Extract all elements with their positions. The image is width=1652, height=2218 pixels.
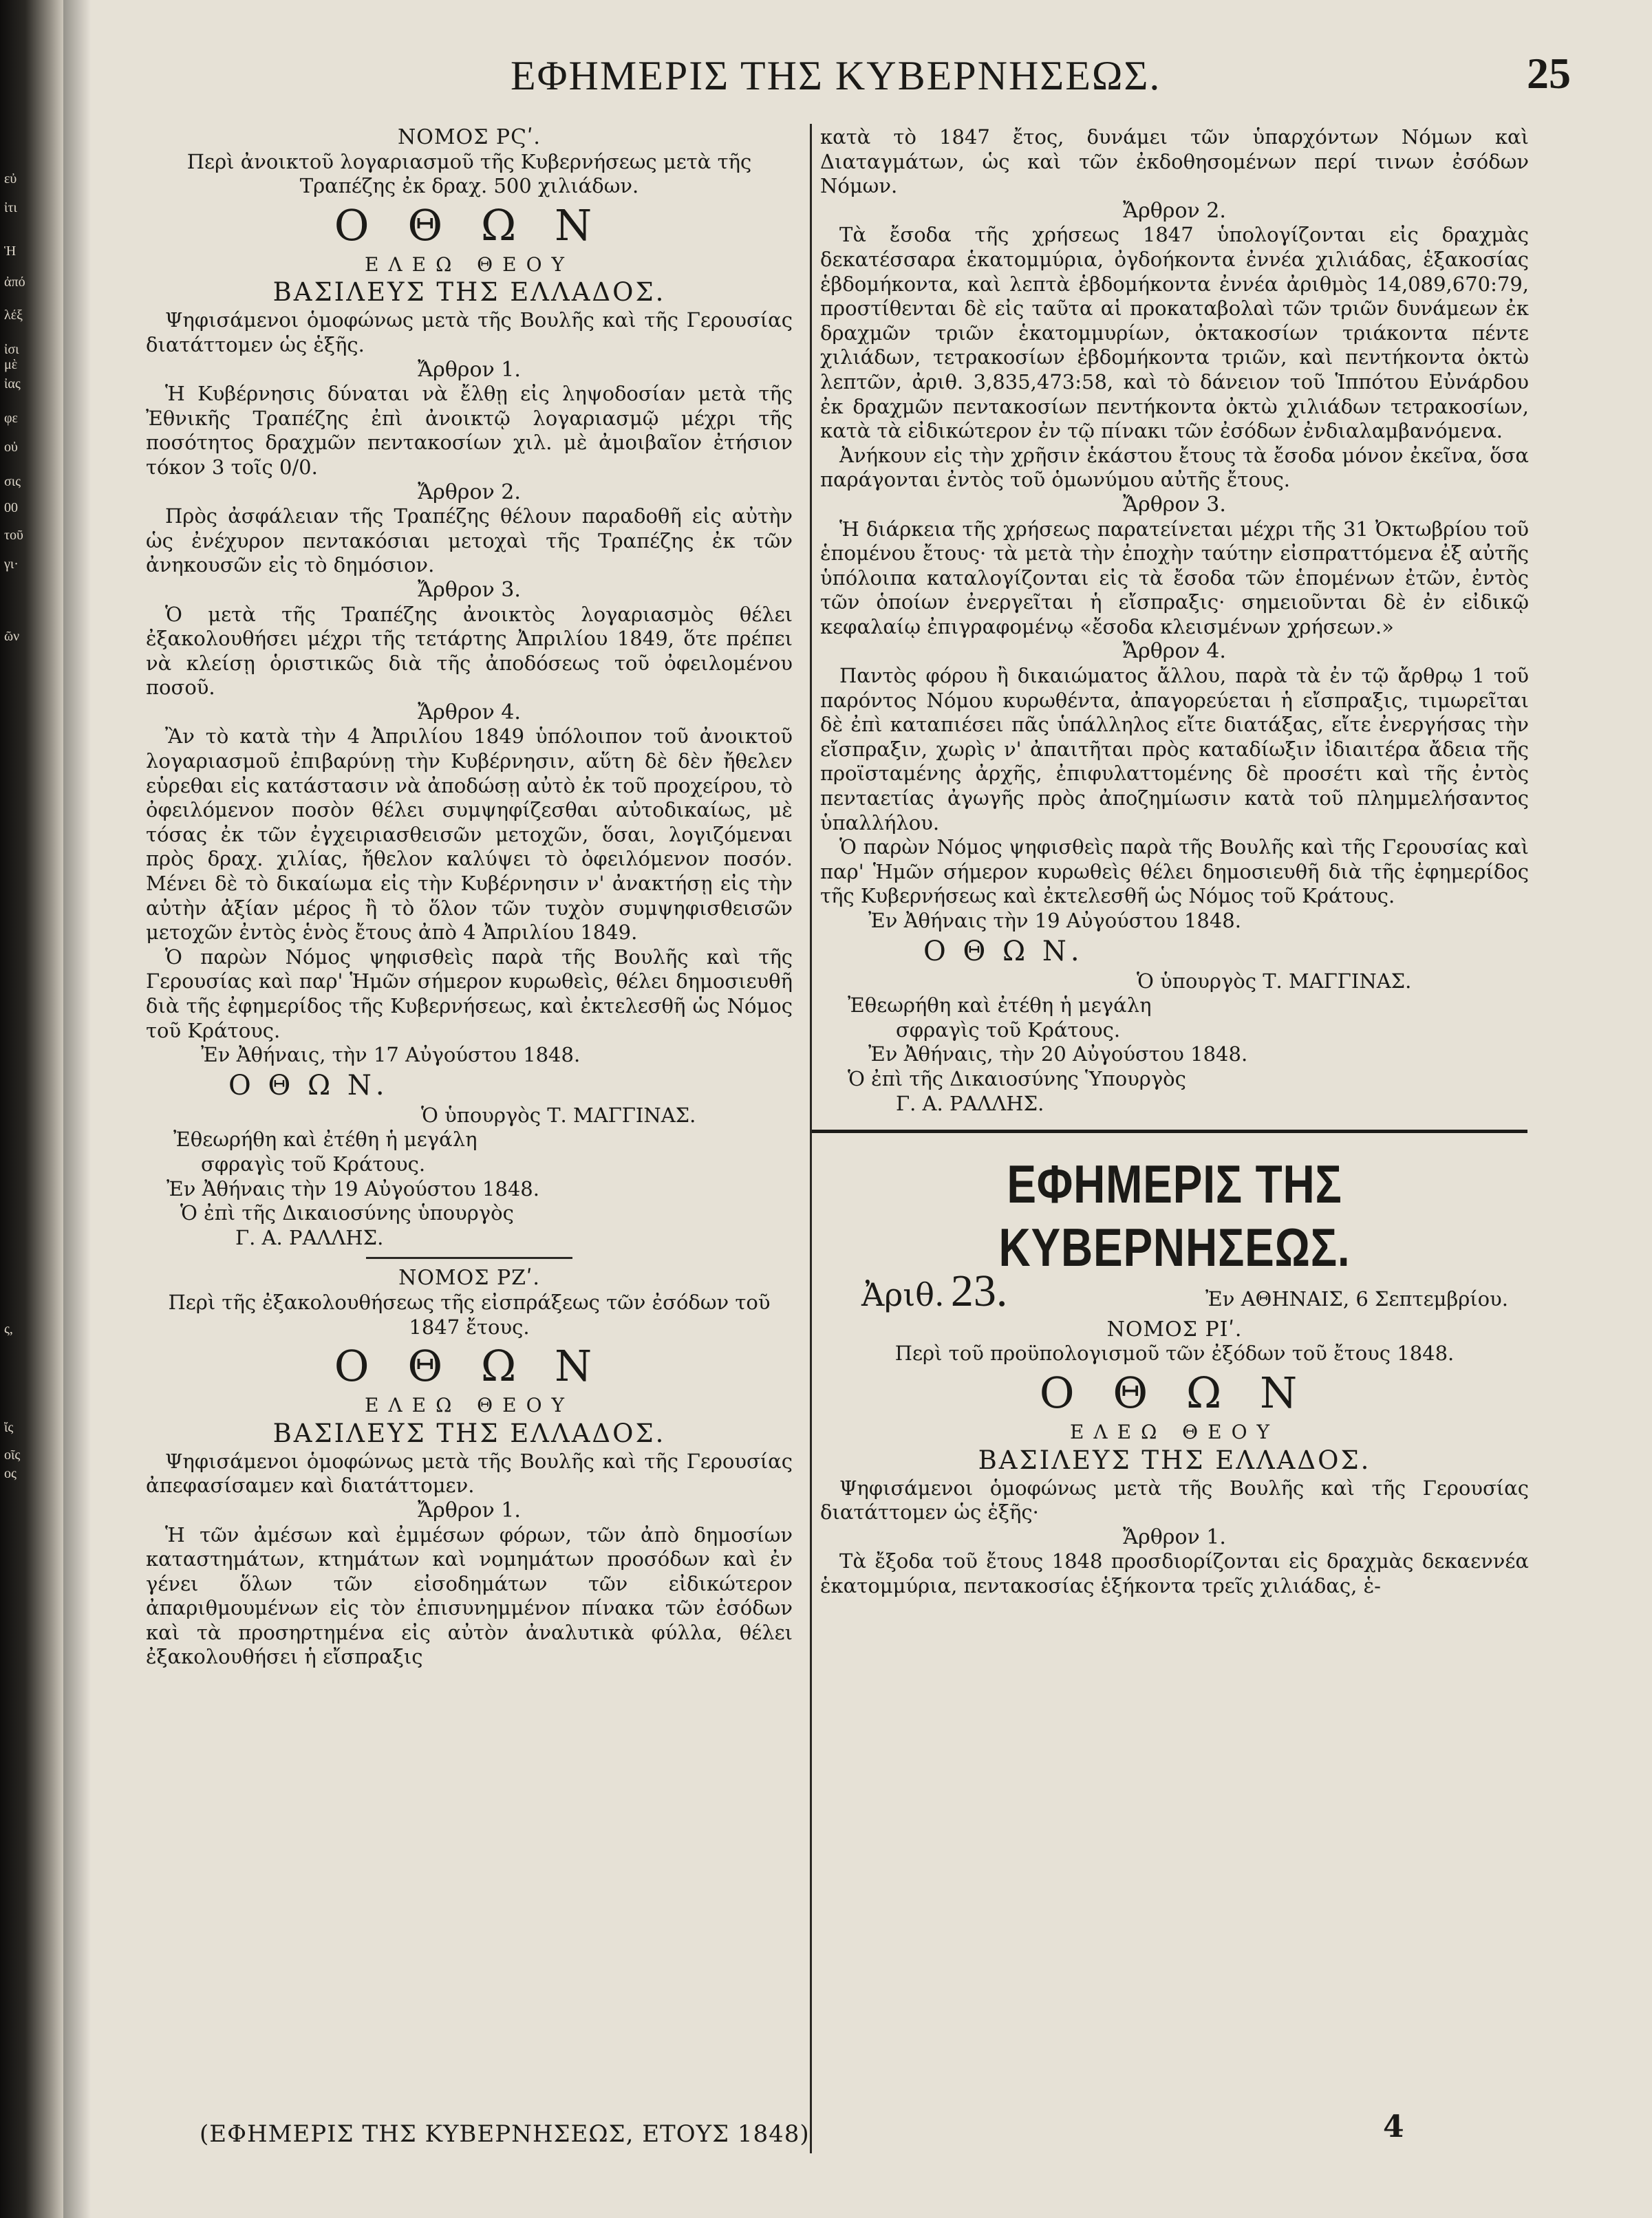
article-heading: Ἄρθρον 1. xyxy=(418,357,521,382)
seal-note: σφραγὶς τοῦ Κράτους. xyxy=(896,1018,1121,1042)
article-text: Πρὸς ἀσφάλειαν τῆς Τραπέζης θέλουν παραδοθῆ εἰς αὐτὴν ὡς ἐνέχυρον πεντακόσιαι μετοχαὶ τῆς Τραπέζης ἐκ τῶν ἀνηκουσῶν εἰς τὸ δημόσιον. xyxy=(146,504,793,577)
closing-clause: Ὁ παρὼν Νόμος ψηφισθεὶς παρὰ τῆς Βουλῆς καὶ τῆς Γερουσίας καὶ παρ' Ἡμῶν σήμερον κυρωθεὶς θέλει δημοσιευθῆ διὰ τῆς ἐφημερίδος τῆς Κυβερνήσεως καὶ ἐκτελεσθῆ ὡς Νόμος τοῦ Κράτους. xyxy=(820,835,1529,908)
prev-fragment: γι· xyxy=(4,557,19,572)
issue-label: Ἀριθ. xyxy=(861,1276,945,1314)
column-divider xyxy=(810,124,812,2153)
issue-place-date: Ἐν ΑΘΗΝΑΙΣ, 6 Σεπτεμβρίου. xyxy=(1205,1287,1508,1311)
king-name: Ο Θ Ω Ν xyxy=(334,1341,605,1392)
law-subtitle: Περὶ τοῦ προϋπολογισμοῦ τῶν ἐξόδων τοῦ ἔτους 1848. xyxy=(894,1342,1455,1366)
justice-minister: Ὁ ἐπὶ τῆς Δικαιοσύνης Ὑπουργὸς xyxy=(848,1066,1186,1090)
previous-page-edge xyxy=(0,0,40,2218)
justice-minister-name: Γ. Α. ΡΑΛΛΗΣ. xyxy=(235,1225,384,1249)
justice-minister: Ὁ ἐπὶ τῆς Δικαιοσύνης ὑπουργὸς xyxy=(180,1201,514,1225)
prev-fragment: ἰτι xyxy=(4,200,17,215)
sheet-number: 4 xyxy=(1383,2109,1404,2144)
date-line: Ἐν Ἀθήναις, τὴν 17 Αὐγούστου 1848. xyxy=(201,1043,581,1067)
prev-fragment: ἰσι xyxy=(4,342,19,357)
prev-fragment: φε xyxy=(4,411,18,426)
closing-clause: Ὁ παρὼν Νόμος ψηφισθεὶς παρὰ τῆς Βουλῆς καὶ τῆς Γερουσίας καὶ παρ' Ἡμῶν σήμερον κυρωθεὶς, θέλει δημοσιευθῆ διὰ τῆς ἐφημερίδος τῆς Κυβερνήσεως, καὶ ἐκτελεσθῆ ὡς Νόμος τοῦ Κράτους. xyxy=(146,945,793,1042)
king-title: ΒΑΣΙΛΕΥΣ ΤΗΣ ΕΛΛΑΔΟΣ. xyxy=(272,277,666,308)
article-heading: Ἄρθρον 1. xyxy=(418,1498,521,1522)
prev-fragment: εὐ xyxy=(4,171,17,186)
minister-signature: Ὁ ὑπουργὸς Τ. ΜΑΓΓΙΝΑΣ. xyxy=(421,1103,696,1127)
prev-fragment: ἴς xyxy=(4,1420,14,1435)
article-text: Ἀνήκουν εἰς τὴν χρῆσιν ἑκάστου ἔτους τὰ ἔσοδα μόνον ἐκεῖνα, ὅσα παράγονται ἐντὸς τοῦ ὁμωνύμου αὐτῆς ἔτους. xyxy=(820,443,1529,492)
page-number: 25 xyxy=(1527,49,1571,98)
prev-fragment: τοῦ xyxy=(4,528,23,543)
prev-fragment: λέξ xyxy=(4,308,23,323)
article-heading: Ἄρθρον 3. xyxy=(418,577,521,602)
preamble: Ψηφισάμενοι ὁμοφώνως μετὰ τῆς Βουλῆς καὶ τῆς Γερουσίας διατάττομεν ὡς ἑξῆς· xyxy=(820,1476,1529,1525)
prev-fragment: ος xyxy=(4,1466,17,1481)
article-heading: Ἄρθρον 4. xyxy=(1123,639,1226,664)
article-heading: Ἄρθρον 3. xyxy=(1123,492,1226,517)
date-line: Ἐν Ἀθήναις τὴν 19 Αὐγούστου 1848. xyxy=(868,909,1241,932)
page-header xyxy=(63,45,1652,100)
article-heading: Ἄρθρον 4. xyxy=(418,700,521,724)
justice-minister-name: Γ. Α. ΡΑΛΛΗΣ. xyxy=(896,1091,1044,1115)
prev-fragment: ἰας xyxy=(4,376,21,391)
king-name: Ο Θ Ω Ν xyxy=(334,200,605,250)
article-heading: Ἄρθρον 1. xyxy=(1123,1525,1226,1549)
prev-fragment: 00 xyxy=(4,500,18,515)
seal-note: Ἐθεωρήθη καὶ ἐτέθη ἡ μεγάλη xyxy=(173,1128,478,1152)
article-heading: Ἄρθρον 2. xyxy=(418,480,521,504)
king-title: ΒΑΣΙΛΕΥΣ ΤΗΣ ΕΛΛΑΔΟΣ. xyxy=(272,1418,666,1448)
article-text: Ἡ τῶν ἀμέσων καὶ ἐμμέσων φόρων, τῶν ἀπὸ δημοσίων καταστημάτων, κτημάτων καὶ νομημάτων προσόδων καὶ ἐν γένει ὅλων τῶν εἰσοδημάτων τῶν εἰδικώτερον ἀπαριθμουμένων εἰς τὸν ἐπισυνημμένον πίνακα τῶν ἐσόδων καὶ τὰ προσηρτημένα εἰς αὐτὸν ἀναλυτικὰ φύλλα, θέλει ἐξακολουθήσει ἡ εἴσπραξις xyxy=(146,1522,793,1669)
preamble: Ψηφισάμενοι ὁμοφώνως μετὰ τῆς Βουλῆς καὶ τῆς Γερουσίας διατάττομεν ὡς ἑξῆς. xyxy=(146,308,793,356)
seal-date: Ἐν Ἀθήναις, τὴν 20 Αὐγούστου 1848. xyxy=(868,1042,1248,1066)
prev-fragment: ἀπό xyxy=(4,274,25,290)
by-grace-of-god: ΕΛΕΩ ΘΕΟΥ xyxy=(364,252,575,276)
prev-fragment: οῖς xyxy=(4,1447,21,1463)
issue-number: 23. xyxy=(950,1266,1008,1317)
seal-date: Ἐν Ἀθήναις τὴν 19 Αὐγούστου 1848. xyxy=(167,1176,539,1200)
law-subtitle: Περὶ ἀνοικτοῦ λογαριασμοῦ τῆς Κυβερνήσεως μετὰ τῆς Τραπέζης ἐκ δραχ. 500 χιλιάδων. xyxy=(186,149,752,198)
prev-fragment: μὲ xyxy=(4,357,18,372)
gazette-masthead: ΕΦΗΜΕΡΙΣ ΤΗΣ ΚΥΒΕΡΝΗΣΕΩΣ. xyxy=(998,1154,1351,1278)
king-name: Ο Θ Ω Ν xyxy=(1039,1367,1310,1418)
separator-rule xyxy=(366,1257,572,1259)
article-continuation: κατὰ τὸ 1847 ἔτος, δυνάμει τῶν ὑπαρχόντων Νόμων καὶ Διαταγμάτων, ὡς καὶ τῶν ἐκδοθησομένων περί τινων ἐσόδων Νόμων. xyxy=(820,125,1529,198)
prev-fragment: ς, xyxy=(4,1322,13,1337)
footer-imprint: (ΕΦΗΜΕΡΙΣ ΤΗΣ ΚΥΒΕΡΝΗΣΕΩΣ, ΕΤΟΥΣ 1848) xyxy=(200,2120,810,2148)
law-title: ΝΟΜΟΣ ΡΙʹ. xyxy=(1106,1317,1243,1342)
king-signature: Ο Θ Ω Ν. xyxy=(923,935,1084,967)
article-text: Παντὸς φόρου ἢ δικαιώματος ἄλλου, παρὰ τὰ ἐν τῷ ἄρθρῳ 1 τοῦ παρόντος Νόμου κυρωθέντα, ἀπαγορεύεται ἡ εἴσπραξις, τιμωρεῖται δὲ ἐπὶ καταπιέσει πᾶς ὑπάλληλος εἴτε διατάξας, εἴτε ἐνεργήσας τὴν εἴσπραξιν, χωρὶς ν' ἀπαιτῆται πρὸς καταδίωξιν ἰδιαιτέρα ἄδεια τῆς προϊσταμένης ἀρχῆς, ἐπιφυλαττομένης δὲ προσέτι καὶ τῆς ἐντὸς πενταετίας ἀγωγῆς πρὸς ἀποζημίωσιν κατὰ τοῦ πλημμελήσαντος ὑπαλλήλου. xyxy=(820,664,1529,835)
king-title: ΒΑΣΙΛΕΥΣ ΤΗΣ ΕΛΛΑΔΟΣ. xyxy=(978,1445,1371,1475)
article-text: Ἡ διάρκεια τῆς χρήσεως παρατείνεται μέχρι τῆς 31 Ὀκτωβρίου τοῦ ἑπομένου ἔτους· τὰ μετὰ τὴν ἐποχὴν ταύτην εἰσπραττόμενα ἐξ αὐτῆς ὑπόλοιπα καταλογίζονται εἰς τὰ ἔσοδα τῶν ἑπομένων ἐτῶν, ἐντὸς τῶν ὁποίων ἐνεργεῖται ἡ εἴσπραξις· σημειοῦνται δὲ ἐν εἰδικῷ κεφαλαίῳ ἐπιγραφομένῳ «ἔσοδα κλεισμένων χρήσεων.» xyxy=(820,517,1529,638)
left-column xyxy=(146,125,793,1670)
article-heading: Ἄρθρον 2. xyxy=(1123,198,1226,223)
seal-note: σφραγὶς τοῦ Κράτους. xyxy=(201,1152,426,1176)
by-grace-of-god: ΕΛΕΩ ΘΕΟΥ xyxy=(364,1394,575,1417)
law-subtitle: Περὶ τῆς ἐξακολουθήσεως τῆς εἰσπράξεως τῶν ἐσόδων τοῦ 1847 ἔτους. xyxy=(168,1290,771,1339)
king-signature: Ο Θ Ω Ν. xyxy=(228,1069,389,1101)
minister-signature: Ὁ ὑπουργὸς Τ. ΜΑΓΓΙΝΑΣ. xyxy=(1137,969,1412,993)
running-title: ΕΦΗΜΕΡΙΣ ΤΗΣ ΚΥΒΕΡΝΗΣΕΩΣ. xyxy=(511,53,1161,98)
issue-line xyxy=(820,1266,1529,1317)
article-text: Ὁ μετὰ τῆς Τραπέζης ἀνοικτὸς λογαριασμὸς θέλει ἐξακολουθήσει μέχρι τῆς τετάρτης Ἀπριλίου 1849, ὅτε πρέπει νὰ κλείσῃ ὁριστικῶς διὰ τῆς ἀποδόσεως τοῦ ὀφειλομένου ποσοῦ. xyxy=(146,602,793,700)
law-title: ΝΟΜΟΣ ΡϚʹ. xyxy=(398,125,541,149)
prev-fragment: Ἡ xyxy=(4,244,17,259)
preamble: Ψηφισάμενοι ὁμοφώνως μετὰ τῆς Βουλῆς καὶ τῆς Γερουσίας ἀπεφασίσαμεν καὶ διατάττομεν. xyxy=(146,1449,793,1498)
prev-fragment: σις xyxy=(4,474,21,489)
gutter-shadow xyxy=(63,0,91,2218)
seal-note: Ἐθεωρήθη καὶ ἐτέθη ἡ μεγάλη xyxy=(848,993,1152,1018)
article-text: Ἡ Κυβέρνησις δύναται νὰ ἔλθῃ εἰς ληψοδοσίαν μετὰ τῆς Ἐθνικῆς Τραπέζης ἐπὶ ἀνοικτῷ λογαριασμῷ μέχρι τῆς ποσότητος δραχμῶν πεντακοσίων χιλ. μὲ ἀμοιβαῖον ἐτήσιον τόκον 3 τοῖς 0/0. xyxy=(146,382,793,479)
article-text: Ἂν τὸ κατὰ τὴν 4 Ἀπριλίου 1849 ὑπόλοιπον τοῦ ἀνοικτοῦ λογαριασμοῦ ἐπιβαρύνῃ τὴν Κυβέρνησιν, αὕτη δὲ δὲν ἤθελεν εὑρεθαι εἰς κατάστασιν νὰ ἀποδώσῃ αὐτὸ ἐκ τοῦ προχείρου, τὸ ὀφειλόμενον ποσὸν θέλει συμψηφίζεσθαι αὐτοδικαίως, μὲ τόσας ἐκ τῶν ἐγχειριασθεισῶν μετοχῶν, ὅσαι, λογιζόμεναι πρὸς δραχ. χιλίας, ἤθελον καλύψει τὸ ὀφειλόμενον ποσόν. Μένει δὲ τὸ δικαίωμα εἰς τὴν Κυβέρνησιν ν' ἀνακτήσῃ εἰς τὴν αὐτὴν ἀξίαν μέρος ἢ τὸ ὅλον τῶν τυχὸν συμψηφισθεισῶν μετοχῶν ἐντὸς ἑνὸς ἔτους ἀπὸ 4 Ἀπριλίου 1849. xyxy=(146,724,793,945)
article-text: Τὰ ἔξοδα τοῦ ἔτους 1848 προσδιορίζονται εἰς δραχμὰς δεκαεννέα ἑκατομμύρια, πεντακοσίας ἑξήκοντα τρεῖς χιλιάδας, ἑ- xyxy=(820,1549,1529,1597)
prev-fragment: ῶν xyxy=(4,629,20,644)
article-text: Τὰ ἔσοδα τῆς χρήσεως 1847 ὑπολογίζονται εἰς δραχμὰς δεκατέσσαρα ἑκατομμύρια, ὀγδοήκοντα ἐννέα χιλιάδας, ἑξακοσίας ἑβδομήκοντα, καὶ λεπτὰ ἑβδομήκοντα ἐννέα ἀριθμὸς 14,089,670:79, προστίθενται δὲ εἰς ταῦτα αἱ προκαταβολαὶ τῶν τριῶν δυνάμεων ἐκ δραχμῶν τριῶν ἑκατομμυρίων, ὀκτακοσίων τριάκοντα πέντε χιλιάδων, τετρακοσίων ἑβδομήκοντα τριῶν, καὶ πεντήκοντα ὀκτὼ λεπτῶν, ἀριθ. 3,835,473:58, καὶ τὸ δάνειον τοῦ Ἱππότου Εὐνάρδου ἐκ δραχμῶν πεντακοσίων πεντήκοντα ὀκτὼ χιλιάδων τετρακοσίων, κατὰ τὰ εἰδικώτερον ἐν τῷ πίνακι τῶν ἐσόδων ἐνδιαλαμβανόμενα. xyxy=(820,223,1529,443)
right-column xyxy=(820,125,1529,1599)
by-grace-of-god: ΕΛΕΩ ΘΕΟΥ xyxy=(1069,1420,1280,1443)
issue-separator-rule xyxy=(812,1130,1527,1133)
law-title: ΝΟΜΟΣ ΡΖʹ. xyxy=(398,1266,540,1291)
prev-fragment: οὐ xyxy=(4,440,18,455)
